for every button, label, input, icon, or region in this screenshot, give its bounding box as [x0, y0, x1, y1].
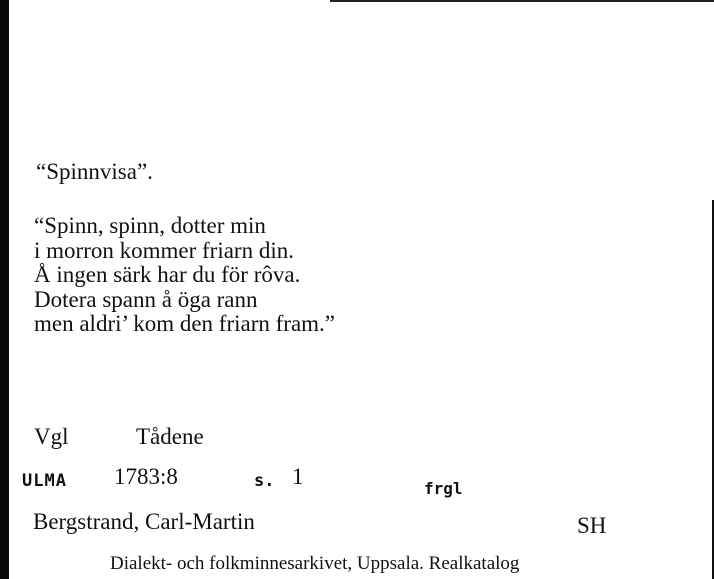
region-code: Vgl — [34, 424, 69, 449]
song-verse — [34, 214, 335, 337]
card-top-edge — [330, 0, 714, 2]
archive-footer: Dialekt- och folkminnesarkivet, Uppsala. Realkatalog — [110, 553, 520, 574]
parish-name: Tådene — [136, 424, 204, 449]
card-left-edge — [0, 0, 9, 579]
song-title: “Spinnvisa”. — [36, 159, 153, 184]
verse-line: men aldri’ kom den friarn fram.” — [34, 311, 335, 336]
recorder-initials: SH — [577, 513, 607, 538]
page-number: 1 — [292, 464, 304, 489]
verse-line: “Spinn, spinn, dotter min — [34, 213, 266, 238]
collector-name: Bergstrand, Carl-Martin — [33, 509, 255, 534]
verse-line: Dotera spann å öga rann — [34, 286, 258, 312]
verse-line: i morron kommer friarn din. — [34, 237, 294, 263]
archive-code: ULMA — [22, 471, 67, 491]
verse-line: Å ingen särk har du för rôva. — [34, 262, 301, 287]
record-number: 1783:8 — [114, 464, 178, 489]
page-label: s. — [254, 471, 275, 491]
category-code: frgl — [424, 479, 463, 498]
